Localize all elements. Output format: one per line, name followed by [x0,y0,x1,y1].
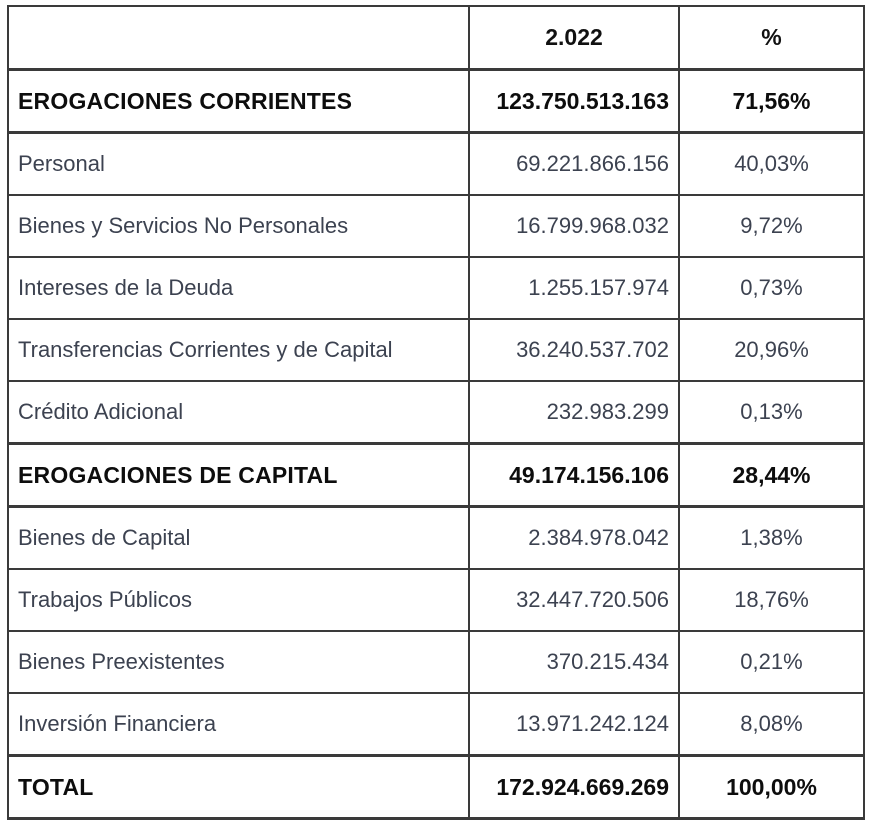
row-concept-cell: Bienes y Servicios No Personales [8,195,469,257]
header-amount-cell: 2.022 [469,6,679,70]
table-row [8,569,864,631]
header-concept-cell [8,6,469,70]
row-concept-cell: Bienes Preexistentes [8,631,469,693]
table-header-row [8,6,864,70]
row-amount-cell: 370.215.434 [469,631,679,693]
row-percent-cell: 18,76% [679,569,864,631]
row-percent-cell: 9,72% [679,195,864,257]
row-concept-cell: EROGACIONES DE CAPITAL [8,444,469,507]
row-percent-cell: 28,44% [679,444,864,507]
row-percent-cell: 71,56% [679,70,864,133]
row-concept-cell: EROGACIONES CORRIENTES [8,70,469,133]
row-amount-cell: 36.240.537.702 [469,319,679,381]
row-percent-cell: 0,73% [679,257,864,319]
table-row [8,319,864,381]
row-concept-cell: Inversión Financiera [8,693,469,756]
row-amount-cell: 32.447.720.506 [469,569,679,631]
row-concept-cell: Personal [8,133,469,196]
table-row [8,507,864,570]
row-amount-cell: 1.255.157.974 [469,257,679,319]
row-concept-cell: Crédito Adicional [8,381,469,444]
row-amount-cell: 49.174.156.106 [469,444,679,507]
row-percent-cell: 40,03% [679,133,864,196]
row-percent-cell: 20,96% [679,319,864,381]
row-amount-cell: 13.971.242.124 [469,693,679,756]
row-amount-cell: 16.799.968.032 [469,195,679,257]
row-concept-cell: Intereses de la Deuda [8,257,469,319]
table-row [8,631,864,693]
table-header [8,6,864,70]
row-concept-cell: Trabajos Públicos [8,569,469,631]
row-amount-cell: 232.983.299 [469,381,679,444]
row-concept-cell: Bienes de Capital [8,507,469,570]
row-concept-cell: TOTAL [8,756,469,819]
row-amount-cell: 123.750.513.163 [469,70,679,133]
header-percent-cell: % [679,6,864,70]
row-amount-cell: 2.384.978.042 [469,507,679,570]
row-percent-cell: 0,13% [679,381,864,444]
table-row [8,381,864,444]
budget-table [7,5,865,820]
table-row [8,70,864,133]
table-row [8,195,864,257]
row-percent-cell: 0,21% [679,631,864,693]
table-body [8,70,864,819]
budget-table-container [7,5,863,800]
row-percent-cell: 8,08% [679,693,864,756]
row-percent-cell: 100,00% [679,756,864,819]
row-amount-cell: 172.924.669.269 [469,756,679,819]
table-row [8,133,864,196]
row-concept-cell: Transferencias Corrientes y de Capital [8,319,469,381]
table-row [8,257,864,319]
row-percent-cell: 1,38% [679,507,864,570]
table-row [8,756,864,819]
table-row [8,444,864,507]
table-row [8,693,864,756]
row-amount-cell: 69.221.866.156 [469,133,679,196]
